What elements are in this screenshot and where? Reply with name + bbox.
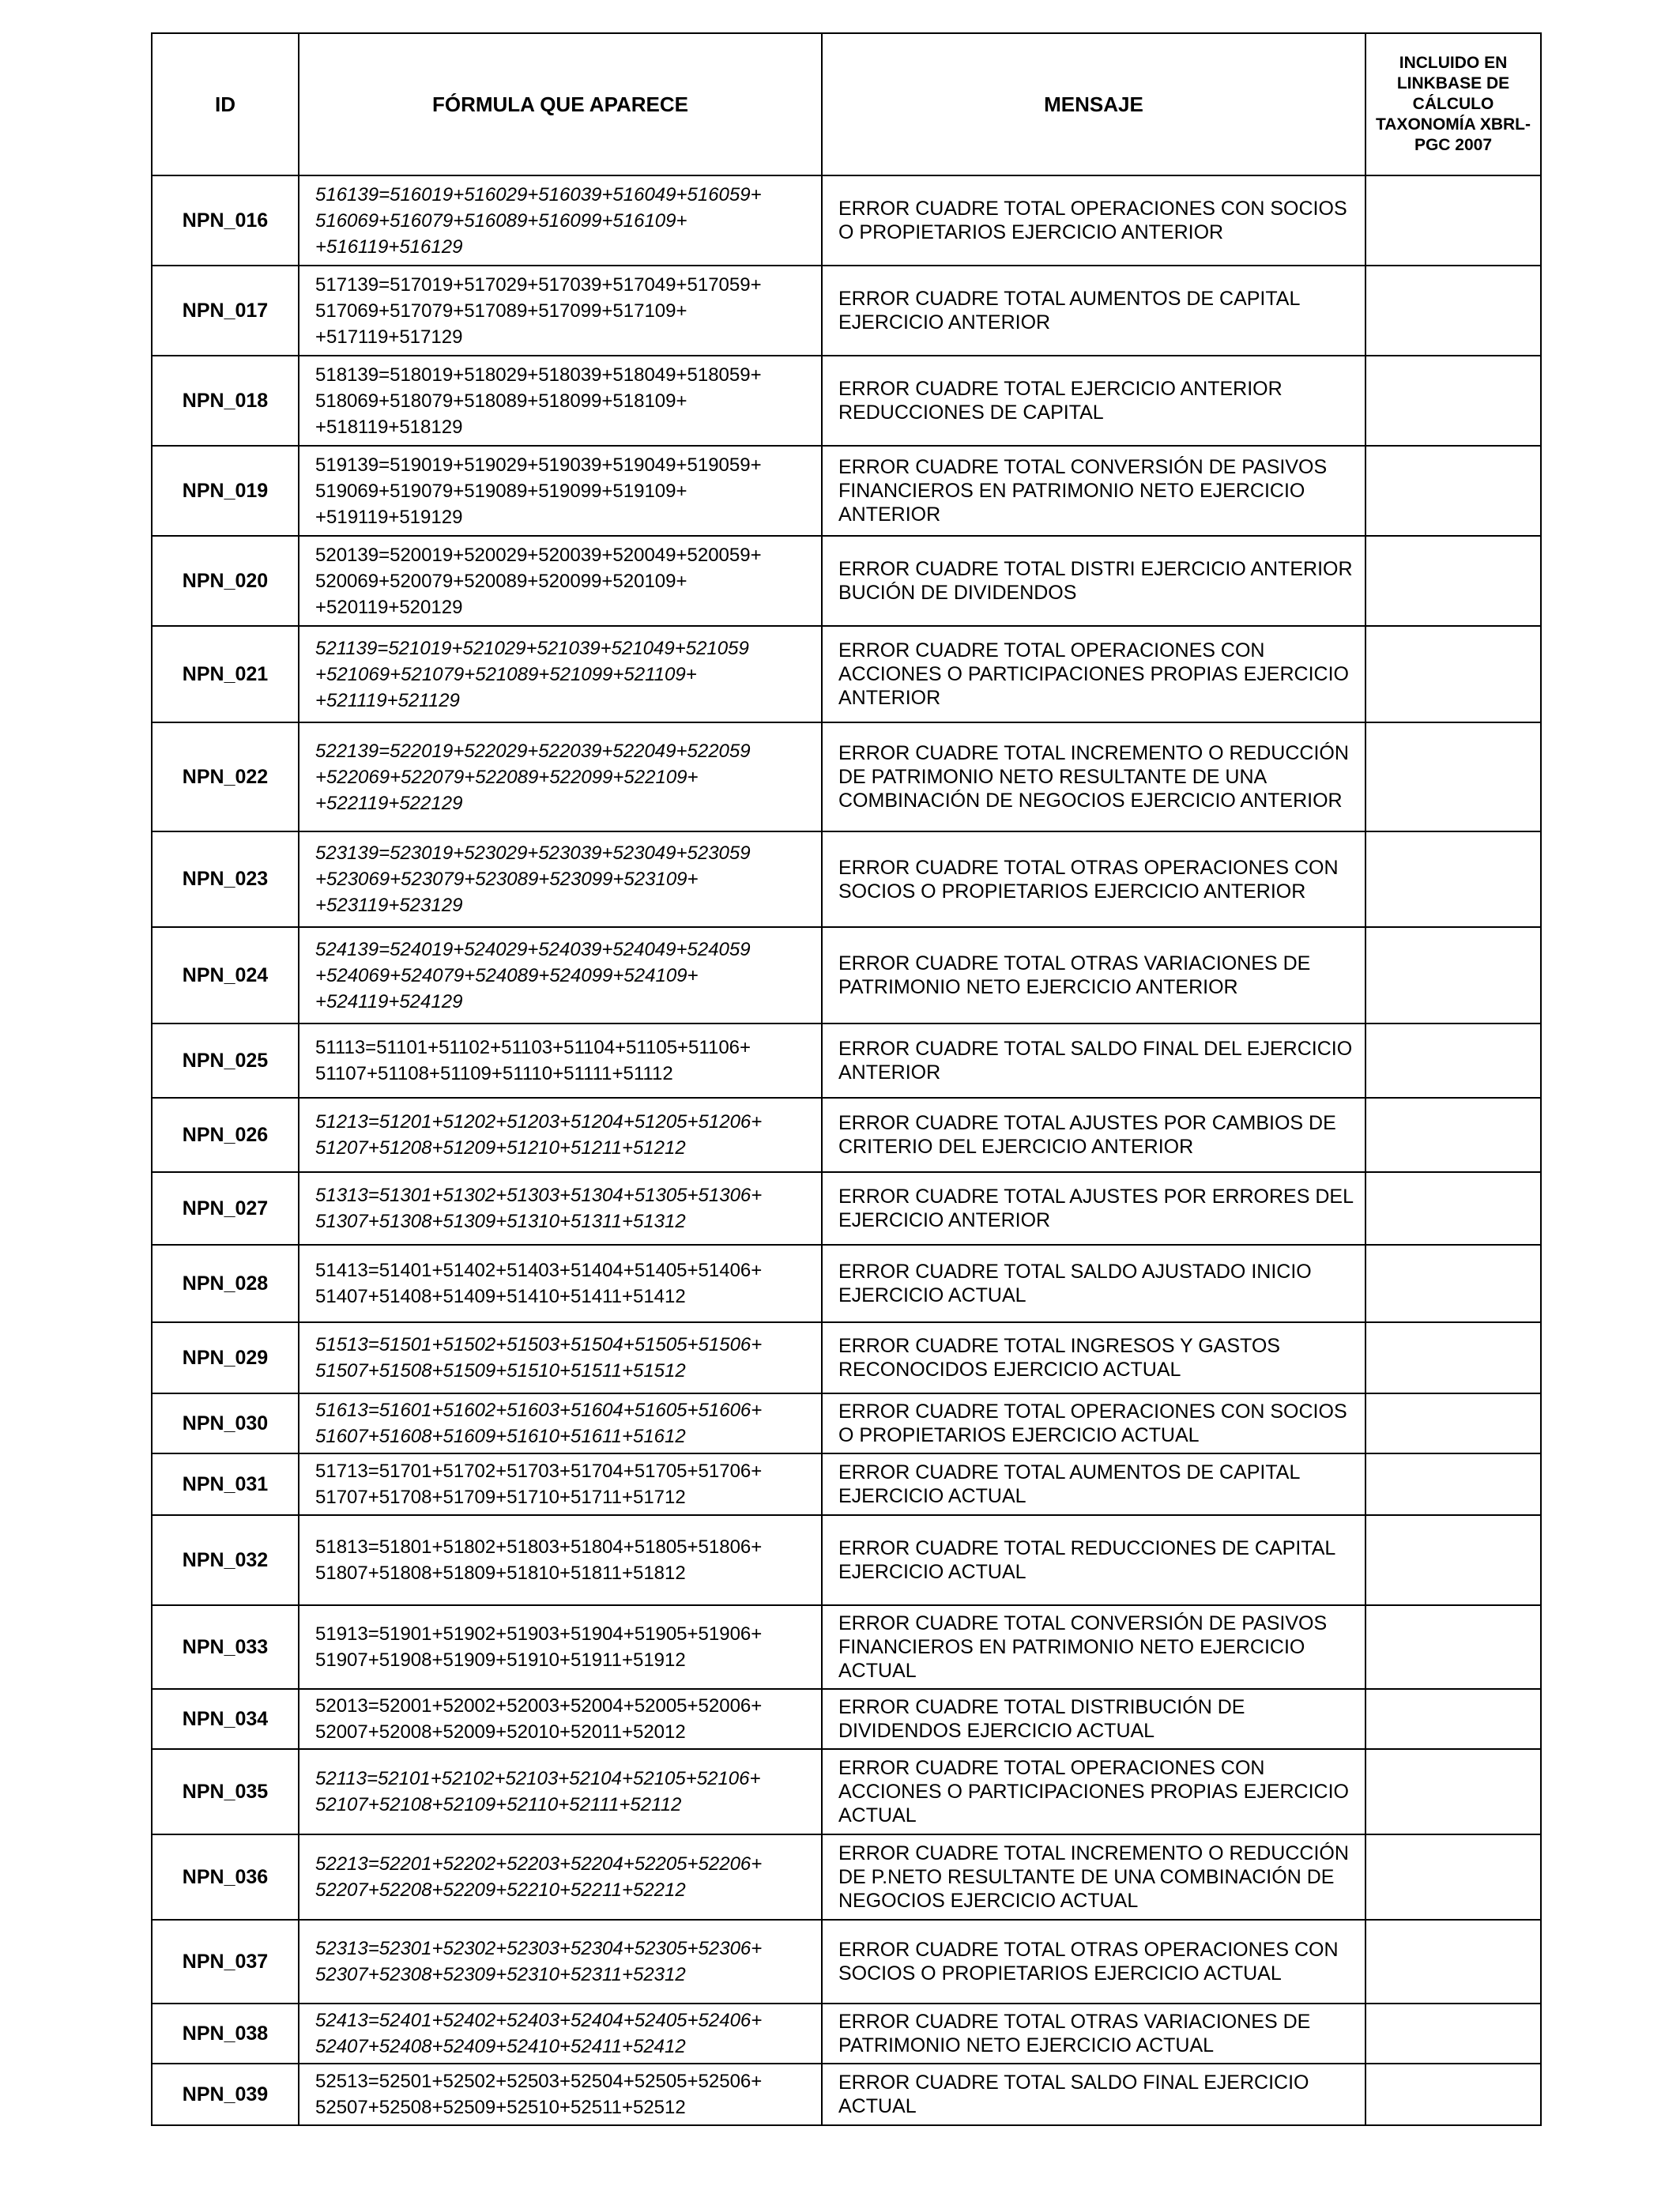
row-formula: 523139=523019+523029+523039+523049+523059 +523069+523079+523089+523099+523109+ +523119+523129 [299,831,822,927]
table-row [152,927,1541,1023]
table-row [152,831,1541,927]
row-included [1365,2064,1541,2125]
table-row [152,1605,1541,1689]
row-id: NPN_034 [152,1689,299,1749]
row-formula: 51913=51901+51902+51903+51904+51905+51906+ 51907+51908+51909+51910+51911+51912 [299,1605,822,1689]
row-message: ERROR CUADRE TOTAL CONVERSIÓN DE PASIVOS FINANCIEROS EN PATRIMONIO NETO EJERCICIO ACTUAL [822,1605,1365,1689]
row-id: NPN_019 [152,446,299,536]
table-row [152,2004,1541,2064]
row-message: ERROR CUADRE TOTAL OPERACIONES CON SOCIOS O PROPIETARIOS EJERCICIO ACTUAL [822,1393,1365,1453]
row-formula: 52013=52001+52002+52003+52004+52005+52006+ 52007+52008+52009+52010+52011+52012 [299,1689,822,1749]
row-id: NPN_038 [152,2004,299,2064]
row-message: ERROR CUADRE TOTAL INCREMENTO O REDUCCIÓN DE P.NETO RESULTANTE DE UNA COMBINACIÓN DE NEGOCIOS EJERCICIO ACTUAL [822,1834,1365,1920]
row-formula: 51513=51501+51502+51503+51504+51505+51506+ 51507+51508+51509+51510+51511+51512 [299,1322,822,1393]
row-message: ERROR CUADRE TOTAL INCREMENTO O REDUCCIÓN DE PATRIMONIO NETO RESULTANTE DE UNA COMBINACIÓN DE NEGOCIOS EJERCICIO ANTERIOR [822,722,1365,831]
row-message: ERROR CUADRE TOTAL DISTRIBUCIÓN DE DIVIDENDOS EJERCICIO ACTUAL [822,1689,1365,1749]
row-id: NPN_024 [152,927,299,1023]
table-row [152,722,1541,831]
row-formula: 52513=52501+52502+52503+52504+52505+52506+ 52507+52508+52509+52510+52511+52512 [299,2064,822,2125]
table-row [152,1098,1541,1172]
row-id: NPN_037 [152,1920,299,2004]
row-id: NPN_025 [152,1023,299,1098]
table-row [152,1689,1541,1749]
table-row [152,1023,1541,1098]
row-included [1365,1515,1541,1605]
row-message: ERROR CUADRE TOTAL OPERACIONES CON SOCIOS O PROPIETARIOS EJERCICIO ANTERIOR [822,175,1365,266]
row-message: ERROR CUADRE TOTAL INGRESOS Y GASTOS RECONOCIDOS EJERCICIO ACTUAL [822,1322,1365,1393]
row-included [1365,831,1541,927]
row-formula: 52413=52401+52402+52403+52404+52405+52406+ 52407+52408+52409+52410+52411+52412 [299,2004,822,2064]
row-message: ERROR CUADRE TOTAL SALDO FINAL DEL EJERCICIO ANTERIOR [822,1023,1365,1098]
validation-rules-table [151,32,1542,2126]
table-row [152,1393,1541,1453]
header-message: MENSAJE [822,33,1365,175]
row-id: NPN_029 [152,1322,299,1393]
header-id: ID [152,33,299,175]
table-row [152,356,1541,446]
row-id: NPN_020 [152,536,299,626]
row-id: NPN_026 [152,1098,299,1172]
table-row [152,446,1541,536]
row-formula: 521139=521019+521029+521039+521049+521059 +521069+521079+521089+521099+521109+ +521119+521129 [299,626,822,722]
row-included [1365,626,1541,722]
row-included [1365,1453,1541,1515]
row-message: ERROR CUADRE TOTAL EJERCICIO ANTERIOR REDUCCIONES DE CAPITAL [822,356,1365,446]
row-message: ERROR CUADRE TOTAL DISTRI EJERCICIO ANTERIOR BUCIÓN DE DIVIDENDOS [822,536,1365,626]
row-id: NPN_027 [152,1172,299,1245]
row-id: NPN_036 [152,1834,299,1920]
row-included [1365,1920,1541,2004]
table-row [152,1172,1541,1245]
row-formula: 516139=516019+516029+516039+516049+516059+ 516069+516079+516089+516099+516109+ +516119+516129 [299,175,822,266]
row-formula: 520139=520019+520029+520039+520049+520059+ 520069+520079+520089+520099+520109+ +520119+520129 [299,536,822,626]
row-formula: 51213=51201+51202+51203+51204+51205+51206+ 51207+51208+51209+51210+51211+51212 [299,1098,822,1172]
row-formula: 524139=524019+524029+524039+524049+524059 +524069+524079+524089+524099+524109+ +524119+524129 [299,927,822,1023]
row-formula: 518139=518019+518029+518039+518049+518059+ 518069+518079+518089+518099+518109+ +518119+518129 [299,356,822,446]
row-formula: 51813=51801+51802+51803+51804+51805+51806+ 51807+51808+51809+51810+51811+51812 [299,1515,822,1605]
row-id: NPN_017 [152,266,299,356]
row-included [1365,2004,1541,2064]
row-message: ERROR CUADRE TOTAL OTRAS VARIACIONES DE PATRIMONIO NETO EJERCICIO ANTERIOR [822,927,1365,1023]
row-formula: 52113=52101+52102+52103+52104+52105+52106+ 52107+52108+52109+52110+52111+52112 [299,1749,822,1834]
row-message: ERROR CUADRE TOTAL OTRAS OPERACIONES CON SOCIOS O PROPIETARIOS EJERCICIO ANTERIOR [822,831,1365,927]
row-included [1365,1098,1541,1172]
table-row [152,1749,1541,1834]
row-id: NPN_033 [152,1605,299,1689]
table-row [152,175,1541,266]
table-row [152,1453,1541,1515]
header-included: INCLUIDO EN LINKBASE DE CÁLCULO TAXONOMÍA XBRL-PGC 2007 [1365,33,1541,175]
row-included [1365,1245,1541,1322]
row-included [1365,1749,1541,1834]
row-included [1365,722,1541,831]
row-id: NPN_023 [152,831,299,927]
row-included [1365,1172,1541,1245]
row-message: ERROR CUADRE TOTAL SALDO FINAL EJERCICIO ACTUAL [822,2064,1365,2125]
row-included [1365,1322,1541,1393]
table-header-row [152,33,1541,175]
row-formula: 51313=51301+51302+51303+51304+51305+51306+ 51307+51308+51309+51310+51311+51312 [299,1172,822,1245]
row-id: NPN_032 [152,1515,299,1605]
row-message: ERROR CUADRE TOTAL AJUSTES POR ERRORES DEL EJERCICIO ANTERIOR [822,1172,1365,1245]
row-formula: 522139=522019+522029+522039+522049+522059 +522069+522079+522089+522099+522109+ +522119+522129 [299,722,822,831]
row-id: NPN_028 [152,1245,299,1322]
row-message: ERROR CUADRE TOTAL AUMENTOS DE CAPITAL EJERCICIO ACTUAL [822,1453,1365,1515]
table-row [152,1245,1541,1322]
table-row [152,536,1541,626]
table-row [152,1834,1541,1920]
row-included [1365,1689,1541,1749]
table-row [152,1920,1541,2004]
row-formula: 51613=51601+51602+51603+51604+51605+51606+ 51607+51608+51609+51610+51611+51612 [299,1393,822,1453]
table-row [152,1322,1541,1393]
table-row [152,626,1541,722]
row-formula: 52313=52301+52302+52303+52304+52305+52306+ 52307+52308+52309+52310+52311+52312 [299,1920,822,2004]
row-included [1365,1605,1541,1689]
row-included [1365,356,1541,446]
row-included [1365,175,1541,266]
row-id: NPN_031 [152,1453,299,1515]
header-formula: FÓRMULA QUE APARECE [299,33,822,175]
row-included [1365,536,1541,626]
row-included [1365,446,1541,536]
row-formula: 51713=51701+51702+51703+51704+51705+51706+ 51707+51708+51709+51710+51711+51712 [299,1453,822,1515]
row-message: ERROR CUADRE TOTAL REDUCCIONES DE CAPITAL EJERCICIO ACTUAL [822,1515,1365,1605]
row-id: NPN_022 [152,722,299,831]
row-id: NPN_035 [152,1749,299,1834]
row-id: NPN_030 [152,1393,299,1453]
row-message: ERROR CUADRE TOTAL AJUSTES POR CAMBIOS DE CRITERIO DEL EJERCICIO ANTERIOR [822,1098,1365,1172]
table-row [152,266,1541,356]
row-formula: 51413=51401+51402+51403+51404+51405+51406+ 51407+51408+51409+51410+51411+51412 [299,1245,822,1322]
row-included [1365,1834,1541,1920]
row-message: ERROR CUADRE TOTAL OPERACIONES CON ACCIONES O PARTICIPACIONES PROPIAS EJERCICIO ANTERIOR [822,626,1365,722]
row-message: ERROR CUADRE TOTAL OPERACIONES CON ACCIONES O PARTICIPACIONES PROPIAS EJERCICIO ACTUAL [822,1749,1365,1834]
row-formula: 519139=519019+519029+519039+519049+519059+ 519069+519079+519089+519099+519109+ +519119+519129 [299,446,822,536]
row-message: ERROR CUADRE TOTAL AUMENTOS DE CAPITAL EJERCICIO ANTERIOR [822,266,1365,356]
row-message: ERROR CUADRE TOTAL OTRAS VARIACIONES DE PATRIMONIO NETO EJERCICIO ACTUAL [822,2004,1365,2064]
row-message: ERROR CUADRE TOTAL OTRAS OPERACIONES CON SOCIOS O PROPIETARIOS EJERCICIO ACTUAL [822,1920,1365,2004]
row-formula: 517139=517019+517029+517039+517049+517059+ 517069+517079+517089+517099+517109+ +517119+517129 [299,266,822,356]
row-formula: 51113=51101+51102+51103+51104+51105+51106+ 51107+51108+51109+51110+51111+51112 [299,1023,822,1098]
row-included [1365,1023,1541,1098]
row-id: NPN_039 [152,2064,299,2125]
row-included [1365,927,1541,1023]
row-id: NPN_016 [152,175,299,266]
table-row [152,1515,1541,1605]
row-message: ERROR CUADRE TOTAL CONVERSIÓN DE PASIVOS FINANCIEROS EN PATRIMONIO NETO EJERCICIO ANTERIOR [822,446,1365,536]
row-included [1365,1393,1541,1453]
row-message: ERROR CUADRE TOTAL SALDO AJUSTADO INICIO EJERCICIO ACTUAL [822,1245,1365,1322]
row-included [1365,266,1541,356]
row-id: NPN_018 [152,356,299,446]
table-row [152,2064,1541,2125]
row-id: NPN_021 [152,626,299,722]
row-formula: 52213=52201+52202+52203+52204+52205+52206+ 52207+52208+52209+52210+52211+52212 [299,1834,822,1920]
